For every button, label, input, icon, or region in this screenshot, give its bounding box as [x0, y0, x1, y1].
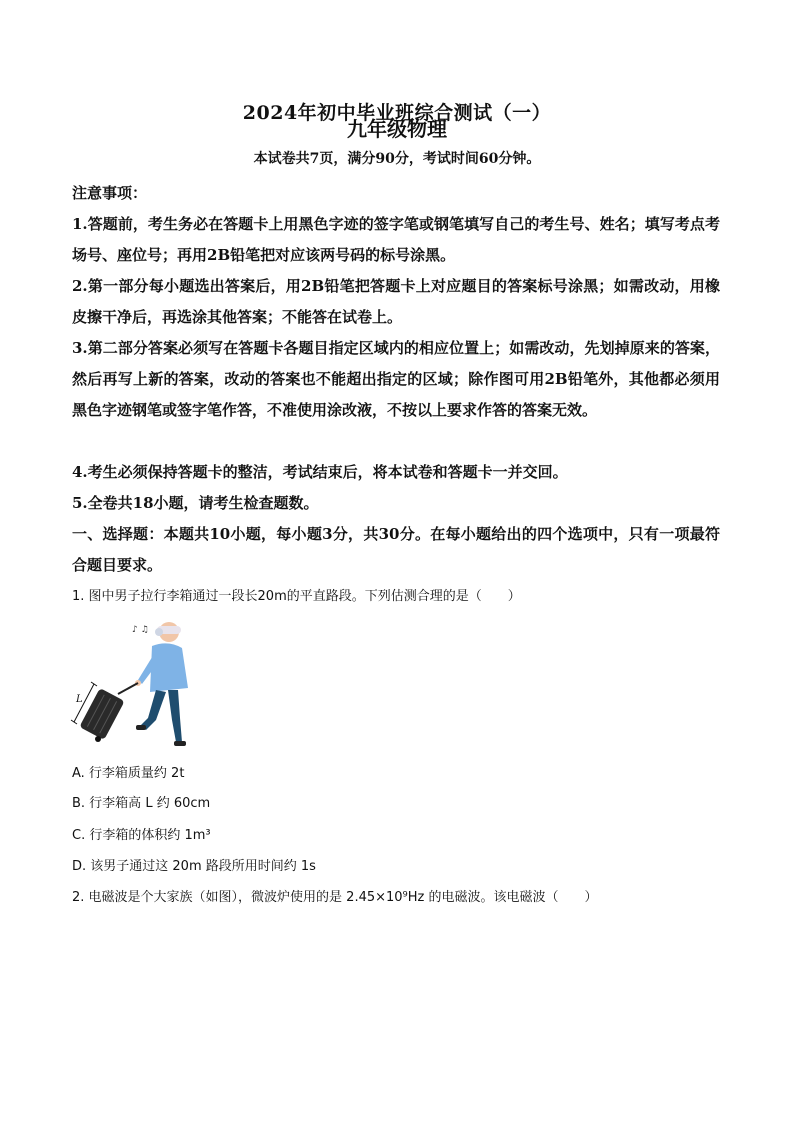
q1-option-c: C. 行李箱的体积约 1m³	[72, 828, 211, 843]
q1-option-b: B. 行李箱高 L 约 60cm	[72, 796, 211, 811]
notice-item-4: 4.考生必须保持答题卡的整洁，考试结束后，将本试卷和答题卡一并交回。	[72, 463, 568, 481]
subject-title: 九年级物理	[347, 117, 447, 141]
leg-right	[168, 690, 182, 742]
exam-title: 2024年初中毕业班综合测试（一）	[242, 102, 552, 124]
notice-item-3: 3.第二部分答案必须写在答题卡各题目指定区域内的相应位置上；如需改动，先划掉原来的答案，然后再写上新的答案，改动的答案也不能超出指定的区域；除作图可用2B铅笔外，其他都必须用黑色字迹钢笔或签字笔作答，不准使用涂改液，不按以上要求作答的答案无效。	[72, 339, 720, 419]
question-2-stem: 2. 电磁波是个大家族（如图），微波炉使用的是 2.45×10⁹Hz 的电磁波。该电磁波（ ）	[72, 890, 598, 905]
luggage-figure	[68, 610, 198, 756]
coat	[150, 643, 188, 692]
exam-info: 本试卷共7页，满分90分，考试时间60分钟。	[253, 151, 541, 167]
question-1-stem: 1. 图中男子拉行李箱通过一段长20m的平直路段。下列估测合理的是（ ）	[72, 589, 521, 604]
q1-option-d: D. 该男子通过这 20m 路段所用时间约 1s	[72, 859, 316, 874]
notice-item-5: 5.全卷共18小题，请考生检查题数。	[72, 494, 319, 512]
notice-item-1: 1.答题前，考生务必在答题卡上用黑色字迹的签字笔或钢笔填写自己的考生号、姓名；填写考点考场号、座位号；再用2B铅笔把对应该两号码的标号涂黑。	[72, 215, 720, 264]
dimension-label-L: L	[76, 694, 83, 705]
suitcase	[79, 688, 124, 740]
notice-item-2: 2.第一部分每小题选出答案后，用2B铅笔把答题卡上对应题目的答案标号涂黑；如需改动，用橡皮擦干净后，再选涂其他答案；不能答在试卷上。	[72, 277, 720, 326]
notice-heading: 注意事项：	[72, 184, 148, 202]
music-note-icon: ♪ ♫	[132, 625, 149, 635]
leg-left	[140, 690, 166, 730]
q1-option-a: A. 行李箱质量约 2t	[72, 766, 185, 781]
section-1-heading: 一、选择题：本题共10小题，每小题3分，共30分。在每小题给出的四个选项中，只有一项最符合题目要求。	[72, 525, 720, 574]
